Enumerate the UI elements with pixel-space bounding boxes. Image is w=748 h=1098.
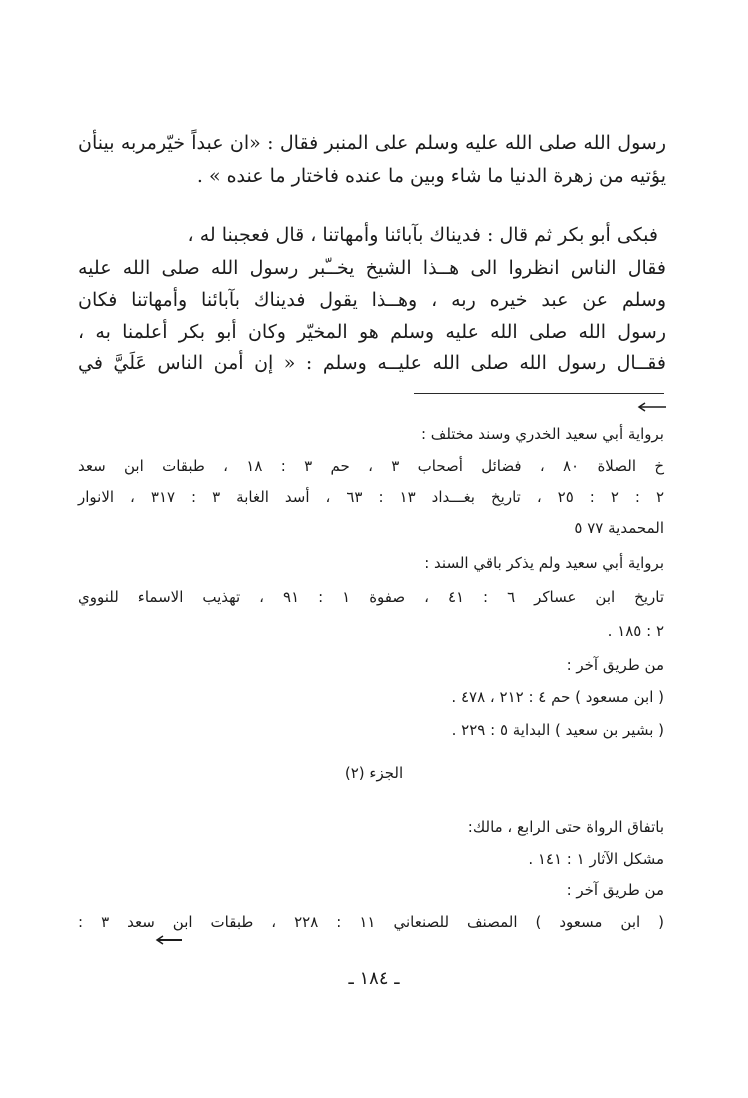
- footnote-line: برواية أبي سعيد ولم يذكر باقي السند :: [424, 554, 664, 572]
- footnote-line: ٢ : ٢ : ٢٥ ، تاريخ بغـــداد ١٣ : ٦٣ ، أسد الغابة ٣ : ٣١٧ ، الانوار: [78, 488, 664, 506]
- left-arrow-icon: [636, 402, 666, 412]
- left-arrow-icon: [154, 935, 184, 945]
- footnote-line: مشكل الآثار ١ : ١٤١ .: [528, 850, 664, 868]
- footnote-line: من طريق آخر :: [566, 881, 664, 899]
- footnote-line: ( ابن مسعود ) حم ٤ : ٢١٢ ، ٤٧٨ .: [451, 688, 664, 706]
- page-number: ـ ١٨٤ ـ: [348, 968, 400, 989]
- footnote-line: ( ابن مسعود ) المصنف للصنعاني ١١ : ٢٢٨ ، طبقات ابن سعد ٣ :: [78, 913, 665, 931]
- footnote-line: باتفاق الرواة حتى الرابع ، مالك:: [467, 818, 664, 836]
- footnote-line: برواية أبي سعيد الخدري وسند مختلف :: [420, 425, 664, 443]
- main-text-line: رسول الله صلى الله عليه وسلم هو المخيّر وكان أبو بكر أعلمنا به ،: [78, 321, 666, 343]
- footnote-line: من طريق آخر :: [566, 656, 664, 674]
- footnote-line: تاريخ ابن عساكر ٦ : ٤١ ، صفوة ١ : ٩١ ، تهذيب الاسماء للنووي: [78, 588, 665, 606]
- footnote-line: ( بشير بن سعيد ) البداية ٥ : ٢٢٩ .: [451, 721, 664, 739]
- main-text-line: رسول الله صلى الله عليه وسلم على المنبر فقال : «ان عبداً خيّرمربه بينأن: [78, 132, 666, 154]
- part-heading: الجزء (٢): [344, 764, 404, 782]
- footnote-divider: [414, 393, 664, 394]
- footnote-line: خ الصلاة ٨٠ ، فضائل أصحاب ٣ ، حم ٣ : ١٨ ، طبقات ابن سعد: [78, 457, 664, 475]
- main-text-line: فبكى أبو بكر ثم قال : فديناك بآبائنا وأمهاتنا ، قال فعجبنا له ،: [187, 224, 658, 246]
- main-text-line: يؤتيه من زهرة الدنيا ما شاء وبين ما عنده فاختار ما عنده » .: [196, 165, 666, 187]
- main-text-line: فقال الناس انظروا الى هــذا الشيخ يخــّبر رسول الله صلى الله عليه: [78, 257, 666, 279]
- main-text-line: فقــال رسول الله صلى الله عليــه وسلم : « إن أمن الناس عَلَيَّ في: [78, 352, 666, 374]
- footnote-line: المحمدية ٧٧ ٥: [574, 519, 664, 537]
- footnote-line: ٢ : ١٨٥ .: [607, 622, 664, 640]
- main-text-line: وسلم عن عبد خيره ربه ، وهــذا يقول فديناك بآبائنا وأمهاتنا فكان: [78, 289, 666, 311]
